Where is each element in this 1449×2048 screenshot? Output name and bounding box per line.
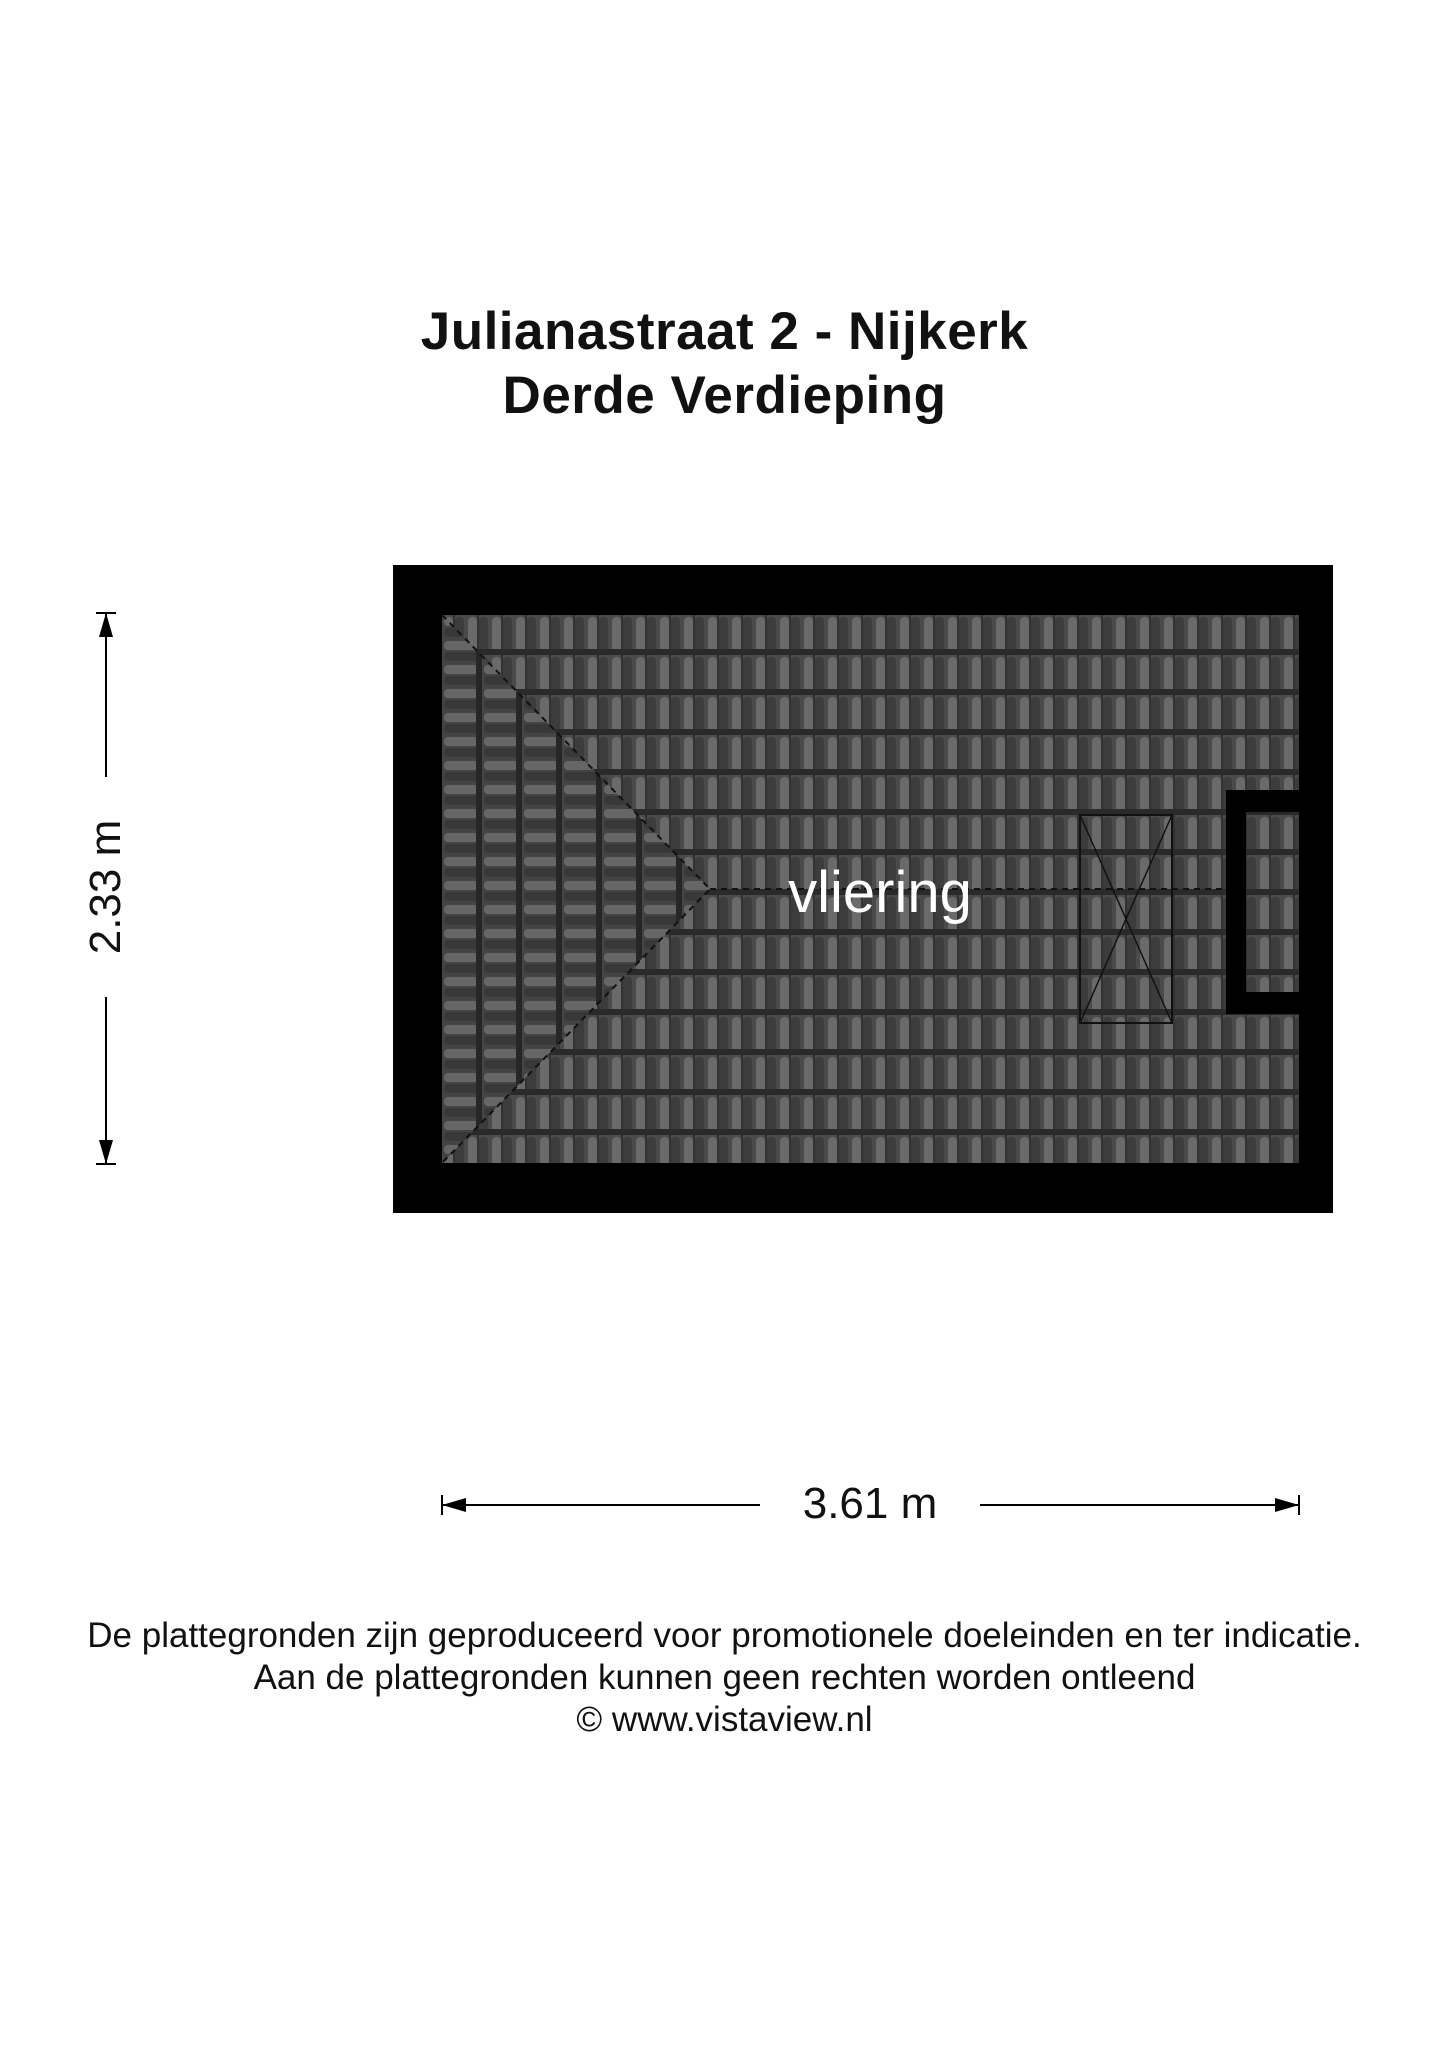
address-title: Julianastraat 2 - Nijkerk [420, 302, 1029, 361]
width-label: 3.61 m [760, 1476, 980, 1532]
floor-title: Derde Verdieping [502, 366, 947, 425]
height-label-text: 2.33 m [78, 777, 134, 997]
disclaimer [0, 1615, 1449, 1741]
copyright-line: © www.vistaview.nl [576, 1700, 873, 1739]
disclaimer-line-2: Aan de plattegronden kunnen geen rechten worden ontleend [253, 1658, 1196, 1697]
room-label: vliering [788, 860, 972, 925]
disclaimer-line-1: De plattegronden zijn geproduceerd voor promotionele doeleinden en ter indicatie. [87, 1616, 1362, 1655]
chimney [1226, 790, 1299, 1014]
